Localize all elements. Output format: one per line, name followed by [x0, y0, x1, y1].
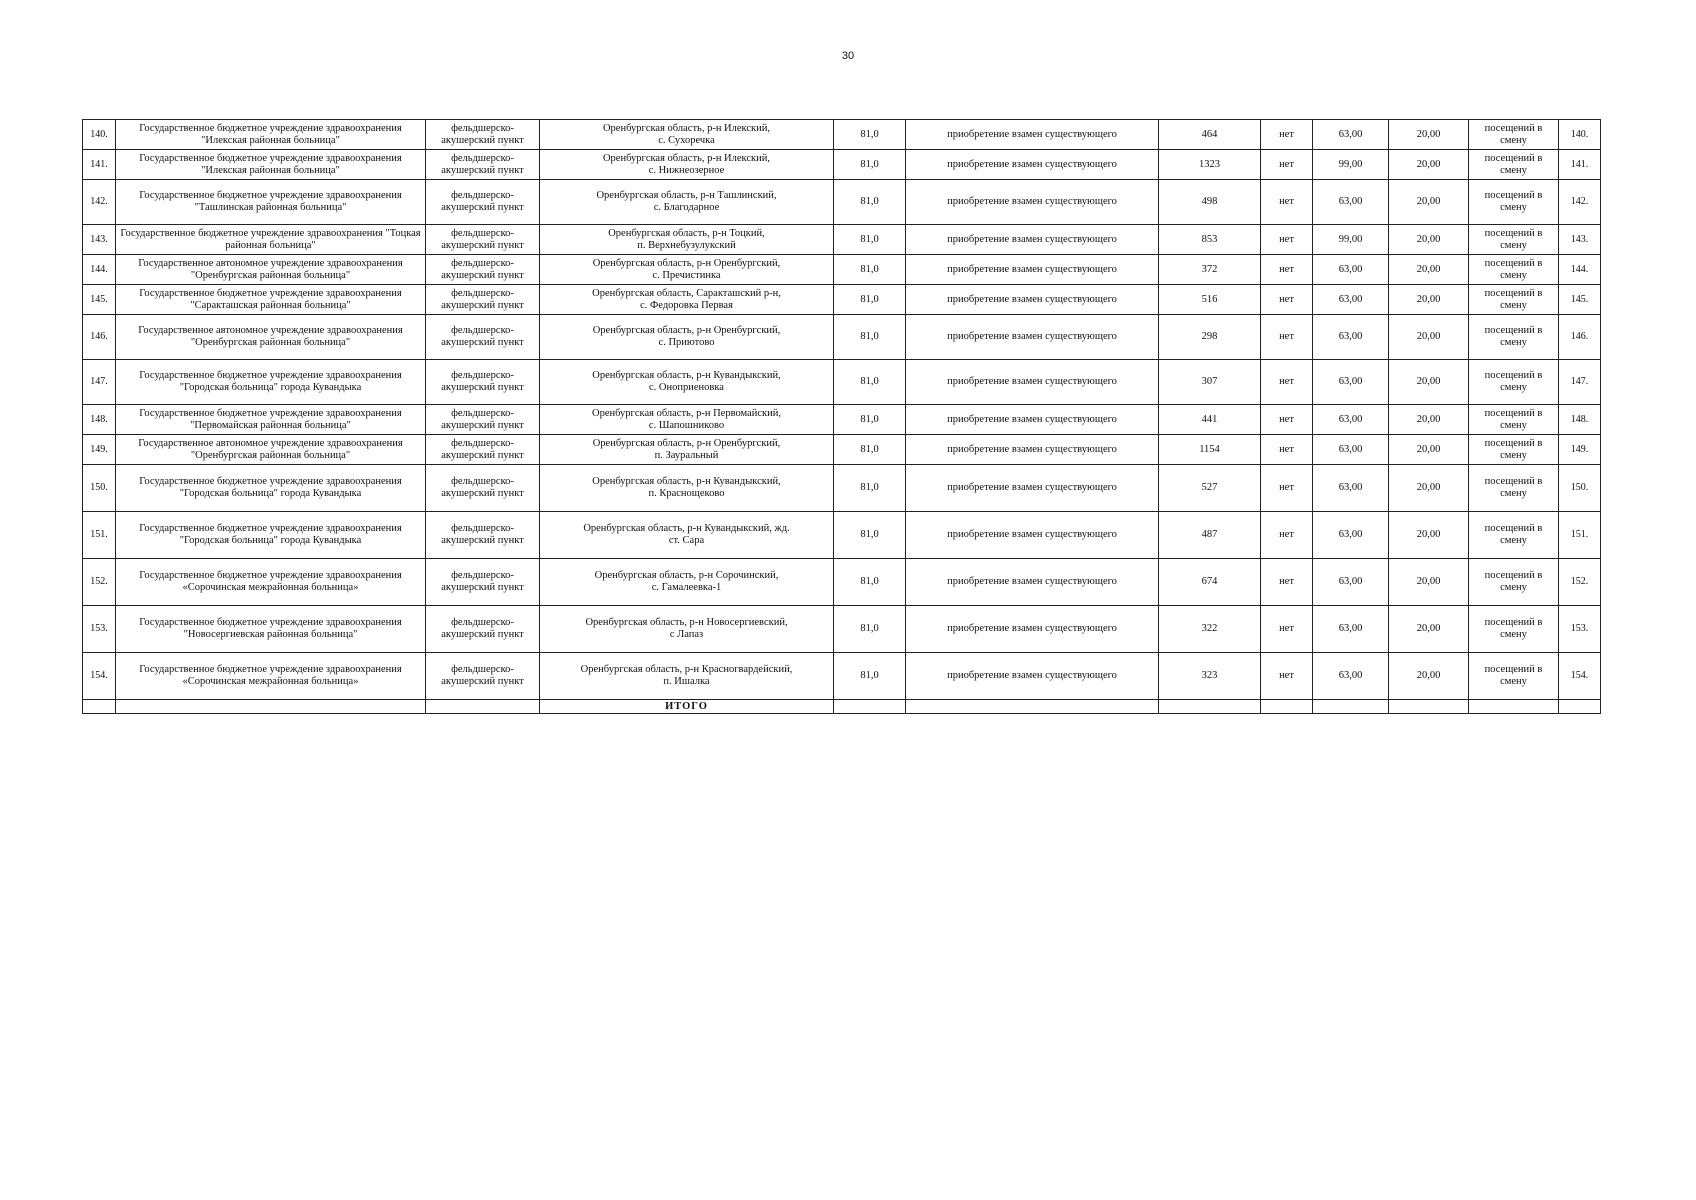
- capacity-unit: посещений в смену: [1469, 606, 1559, 653]
- population-value: 498: [1159, 180, 1261, 225]
- address-line-2: с. Пречистинка: [652, 269, 721, 281]
- organization-name: Государственное автономное учреждение здравоохранения "Оренбургская районная больница": [116, 255, 426, 285]
- facility-type: фельдшерско-акушерский пункт: [426, 180, 540, 225]
- action-type: приобретение взамен существующего: [906, 120, 1159, 150]
- address-line-2: ст. Сара: [668, 535, 705, 546]
- row-number: 150.: [83, 465, 116, 512]
- distance-value: 63,00: [1313, 120, 1389, 150]
- total-label: ИТОГО: [540, 700, 834, 714]
- address: [540, 465, 834, 512]
- distance-value: 63,00: [1313, 465, 1389, 512]
- table-row: [83, 360, 1601, 405]
- population-value: 323: [1159, 653, 1261, 700]
- population-value: 298: [1159, 315, 1261, 360]
- address: [540, 150, 834, 180]
- capacity-value: 20,00: [1389, 435, 1469, 465]
- capacity-value: 20,00: [1389, 606, 1469, 653]
- area-value: 81,0: [834, 360, 906, 405]
- organization-name: Государственное бюджетное учреждение здравоохранения "Илекская районная больница": [116, 150, 426, 180]
- row-number-right: 144.: [1559, 255, 1601, 285]
- address-line-2: с. Гамалеевка-1: [651, 582, 722, 593]
- address: [540, 315, 834, 360]
- flag-value: нет: [1261, 559, 1313, 606]
- action-type: приобретение взамен существующего: [906, 285, 1159, 315]
- area-value: 81,0: [834, 606, 906, 653]
- row-number: 154.: [83, 653, 116, 700]
- capacity-unit: посещений в смену: [1469, 653, 1559, 700]
- row-number-right: 147.: [1559, 360, 1601, 405]
- table-row: [83, 653, 1601, 700]
- registry-table: [82, 119, 1601, 714]
- capacity-value: 20,00: [1389, 559, 1469, 606]
- action-type: приобретение взамен существующего: [906, 465, 1159, 512]
- flag-value: нет: [1261, 315, 1313, 360]
- address-line-1: Оренбургская область, р-н Оренбургский,: [592, 257, 781, 269]
- address: [540, 405, 834, 435]
- area-value: 81,0: [834, 255, 906, 285]
- area-value: 81,0: [834, 150, 906, 180]
- row-number-right: 154.: [1559, 653, 1601, 700]
- distance-value: 99,00: [1313, 225, 1389, 255]
- population-value: 372: [1159, 255, 1261, 285]
- address-line-2: п. Ишалка: [663, 676, 710, 687]
- population-value: 487: [1159, 512, 1261, 559]
- address: [540, 180, 834, 225]
- flag-value: нет: [1261, 225, 1313, 255]
- population-value: 516: [1159, 285, 1261, 315]
- area-value: 81,0: [834, 285, 906, 315]
- distance-value: 63,00: [1313, 405, 1389, 435]
- capacity-unit: посещений в смену: [1469, 405, 1559, 435]
- row-number-right: 146.: [1559, 315, 1601, 360]
- distance-value: 99,00: [1313, 150, 1389, 180]
- address: [540, 606, 834, 653]
- address-line-2: п. Краснощеково: [648, 488, 725, 499]
- capacity-value: 20,00: [1389, 405, 1469, 435]
- capacity-value: 20,00: [1389, 512, 1469, 559]
- organization-name: Государственное бюджетное учреждение здравоохранения "Новосергиевская районная больница": [116, 606, 426, 653]
- address-line-1: Оренбургская область, р-н Ташлинский,: [596, 190, 777, 201]
- population-value: 674: [1159, 559, 1261, 606]
- row-number: 144.: [83, 255, 116, 285]
- capacity-unit: посещений в смену: [1469, 512, 1559, 559]
- row-number: 153.: [83, 606, 116, 653]
- organization-name: Государственное бюджетное учреждение здравоохранения "Городская больница" города Кувандыка: [116, 465, 426, 512]
- facility-type: фельдшерско-акушерский пункт: [426, 225, 540, 255]
- row-number: 152.: [83, 559, 116, 606]
- table-row: [83, 405, 1601, 435]
- area-value: 81,0: [834, 120, 906, 150]
- organization-name: Государственное бюджетное учреждение здравоохранения «Сорочинская межрайонная больница»: [116, 653, 426, 700]
- capacity-unit: посещений в смену: [1469, 465, 1559, 512]
- capacity-value: 20,00: [1389, 285, 1469, 315]
- row-number-right: 148.: [1559, 405, 1601, 435]
- capacity-value: 20,00: [1389, 180, 1469, 225]
- address-line-2: с. Федоровка Первая: [640, 299, 733, 311]
- address-line-1: Оренбургская область, р-н Тоцкий,: [608, 227, 765, 239]
- capacity-unit: посещений в смену: [1469, 315, 1559, 360]
- area-value: 81,0: [834, 465, 906, 512]
- row-number-right: 143.: [1559, 225, 1601, 255]
- row-number: 149.: [83, 435, 116, 465]
- row-number: 141.: [83, 150, 116, 180]
- row-number-right: 145.: [1559, 285, 1601, 315]
- address: [540, 653, 834, 700]
- flag-value: нет: [1261, 512, 1313, 559]
- address-line-1: Оренбургская область, р-н Красногвардейский,: [580, 664, 793, 675]
- capacity-value: 20,00: [1389, 120, 1469, 150]
- address-line-2: с. Оноприеновка: [649, 382, 724, 393]
- address-line-1: Оренбургская область, р-н Оренбургский,: [592, 437, 781, 449]
- capacity-value: 20,00: [1389, 315, 1469, 360]
- table-row: [83, 465, 1601, 512]
- table-row: [83, 512, 1601, 559]
- row-number-right: 150.: [1559, 465, 1601, 512]
- facility-type: фельдшерско-акушерский пункт: [426, 606, 540, 653]
- table-body: [83, 120, 1601, 700]
- address-line-2: с. Приютово: [658, 337, 715, 348]
- address: [540, 559, 834, 606]
- population-value: 853: [1159, 225, 1261, 255]
- capacity-value: 20,00: [1389, 653, 1469, 700]
- address-line-1: Оренбургская область, р-н Новосергиевский,: [585, 617, 788, 628]
- address: [540, 512, 834, 559]
- address-line-1: Оренбургская область, р-н Оренбургский,: [592, 325, 781, 336]
- row-number-right: 151.: [1559, 512, 1601, 559]
- distance-value: 63,00: [1313, 606, 1389, 653]
- address-line-2: с. Сухоречка: [658, 134, 715, 146]
- facility-type: фельдшерско-акушерский пункт: [426, 255, 540, 285]
- row-number: 142.: [83, 180, 116, 225]
- row-number: 151.: [83, 512, 116, 559]
- distance-value: 63,00: [1313, 315, 1389, 360]
- area-value: 81,0: [834, 225, 906, 255]
- capacity-unit: посещений в смену: [1469, 435, 1559, 465]
- population-value: 1154: [1159, 435, 1261, 465]
- action-type: приобретение взамен существующего: [906, 360, 1159, 405]
- capacity-unit: посещений в смену: [1469, 360, 1559, 405]
- table-row: [83, 606, 1601, 653]
- table-row: [83, 559, 1601, 606]
- organization-name: Государственное бюджетное учреждение здравоохранения "Первомайская районная больница": [116, 405, 426, 435]
- action-type: приобретение взамен существующего: [906, 606, 1159, 653]
- address-line-2: с. Шапошниково: [648, 419, 725, 431]
- action-type: приобретение взамен существующего: [906, 225, 1159, 255]
- capacity-unit: посещений в смену: [1469, 225, 1559, 255]
- flag-value: нет: [1261, 606, 1313, 653]
- population-value: 1323: [1159, 150, 1261, 180]
- organization-name: Государственное автономное учреждение здравоохранения "Оренбургская районная больница": [116, 315, 426, 360]
- row-number: 143.: [83, 225, 116, 255]
- capacity-unit: посещений в смену: [1469, 285, 1559, 315]
- action-type: приобретение взамен существующего: [906, 150, 1159, 180]
- address: [540, 360, 834, 405]
- flag-value: нет: [1261, 255, 1313, 285]
- organization-name: Государственное бюджетное учреждение здравоохранения "Илекская районная больница": [116, 120, 426, 150]
- facility-type: фельдшерско-акушерский пункт: [426, 150, 540, 180]
- row-number-right: 141.: [1559, 150, 1601, 180]
- area-value: 81,0: [834, 435, 906, 465]
- distance-value: 63,00: [1313, 512, 1389, 559]
- organization-name: Государственное бюджетное учреждение здравоохранения "Ташлинская районная больница": [116, 180, 426, 225]
- flag-value: нет: [1261, 653, 1313, 700]
- action-type: приобретение взамен существующего: [906, 180, 1159, 225]
- organization-name: Государственное бюджетное учреждение здравоохранения "Городская больница" города Кувандыка: [116, 360, 426, 405]
- capacity-unit: посещений в смену: [1469, 559, 1559, 606]
- organization-name: Государственное бюджетное учреждение здравоохранения "Городская больница" города Кувандыка: [116, 512, 426, 559]
- distance-value: 63,00: [1313, 180, 1389, 225]
- facility-type: фельдшерско-акушерский пункт: [426, 315, 540, 360]
- flag-value: нет: [1261, 180, 1313, 225]
- action-type: приобретение взамен существующего: [906, 315, 1159, 360]
- area-value: 81,0: [834, 315, 906, 360]
- population-value: 307: [1159, 360, 1261, 405]
- capacity-value: 20,00: [1389, 225, 1469, 255]
- flag-value: нет: [1261, 150, 1313, 180]
- organization-name: Государственное бюджетное учреждение здравоохранения «Сорочинская межрайонная больница»: [116, 559, 426, 606]
- address-line-1: Оренбургская область, р-н Илекский,: [602, 122, 771, 134]
- population-value: 527: [1159, 465, 1261, 512]
- address-line-1: Оренбургская область, р-н Кувандыкский,: [592, 370, 781, 381]
- row-number: 145.: [83, 285, 116, 315]
- address: [540, 285, 834, 315]
- area-value: 81,0: [834, 180, 906, 225]
- area-value: 81,0: [834, 559, 906, 606]
- organization-name: Государственное бюджетное учреждение здравоохранения "Саракташская районная больница": [116, 285, 426, 315]
- action-type: приобретение взамен существующего: [906, 405, 1159, 435]
- capacity-value: 20,00: [1389, 465, 1469, 512]
- flag-value: нет: [1261, 405, 1313, 435]
- row-number: 148.: [83, 405, 116, 435]
- population-value: 441: [1159, 405, 1261, 435]
- table-row: [83, 285, 1601, 315]
- organization-name: Государственное бюджетное учреждение здравоохранения "Тоцкая районная больница": [116, 225, 426, 255]
- action-type: приобретение взамен существующего: [906, 512, 1159, 559]
- table-row: [83, 315, 1601, 360]
- table-row: [83, 120, 1601, 150]
- capacity-unit: посещений в смену: [1469, 120, 1559, 150]
- row-number-right: 149.: [1559, 435, 1601, 465]
- action-type: приобретение взамен существующего: [906, 653, 1159, 700]
- address-line-2: с. Благодарное: [653, 202, 720, 213]
- flag-value: нет: [1261, 285, 1313, 315]
- distance-value: 63,00: [1313, 559, 1389, 606]
- distance-value: 63,00: [1313, 285, 1389, 315]
- population-value: 464: [1159, 120, 1261, 150]
- distance-value: 63,00: [1313, 360, 1389, 405]
- address-line-1: Оренбургская область, р-н Кувандыкский,: [592, 476, 781, 487]
- address-line-1: Оренбургская область, р-н Кувандыкский, жд.: [583, 523, 790, 534]
- table-row: [83, 150, 1601, 180]
- action-type: приобретение взамен существующего: [906, 435, 1159, 465]
- distance-value: 63,00: [1313, 255, 1389, 285]
- capacity-unit: посещений в смену: [1469, 255, 1559, 285]
- area-value: 81,0: [834, 512, 906, 559]
- row-number: 146.: [83, 315, 116, 360]
- address-line-2: с Лапаз: [669, 629, 704, 640]
- capacity-value: 20,00: [1389, 255, 1469, 285]
- facility-type: фельдшерско-акушерский пункт: [426, 285, 540, 315]
- flag-value: нет: [1261, 120, 1313, 150]
- address-line-1: Оренбургская область, р-н Сорочинский,: [594, 570, 779, 581]
- organization-name: Государственное автономное учреждение здравоохранения "Оренбургская районная больница": [116, 435, 426, 465]
- facility-type: фельдшерско-акушерский пункт: [426, 360, 540, 405]
- row-number-right: 142.: [1559, 180, 1601, 225]
- distance-value: 63,00: [1313, 653, 1389, 700]
- facility-type: фельдшерско-акушерский пункт: [426, 653, 540, 700]
- table-row: [83, 180, 1601, 225]
- capacity-value: 20,00: [1389, 360, 1469, 405]
- table-row: [83, 435, 1601, 465]
- address: [540, 435, 834, 465]
- area-value: 81,0: [834, 653, 906, 700]
- facility-type: фельдшерско-акушерский пункт: [426, 559, 540, 606]
- flag-value: нет: [1261, 360, 1313, 405]
- area-value: 81,0: [834, 405, 906, 435]
- action-type: приобретение взамен существующего: [906, 255, 1159, 285]
- address-line-1: Оренбургская область, Саракташский р-н,: [592, 287, 781, 299]
- capacity-value: 20,00: [1389, 150, 1469, 180]
- address: [540, 120, 834, 150]
- facility-type: фельдшерско-акушерский пункт: [426, 512, 540, 559]
- population-value: 322: [1159, 606, 1261, 653]
- row-number-right: 140.: [1559, 120, 1601, 150]
- facility-type: фельдшерско-акушерский пункт: [426, 405, 540, 435]
- table-row: [83, 225, 1601, 255]
- row-number-right: 152.: [1559, 559, 1601, 606]
- facility-type: фельдшерско-акушерский пункт: [426, 435, 540, 465]
- capacity-unit: посещений в смену: [1469, 180, 1559, 225]
- facility-type: фельдшерско-акушерский пункт: [426, 465, 540, 512]
- row-number: 147.: [83, 360, 116, 405]
- flag-value: нет: [1261, 465, 1313, 512]
- action-type: приобретение взамен существующего: [906, 559, 1159, 606]
- address-line-1: Оренбургская область, р-н Илекский,: [602, 152, 771, 164]
- flag-value: нет: [1261, 435, 1313, 465]
- table-row: [83, 255, 1601, 285]
- facility-type: фельдшерско-акушерский пункт: [426, 120, 540, 150]
- row-number: 140.: [83, 120, 116, 150]
- total-row: [83, 700, 1601, 714]
- address: [540, 255, 834, 285]
- address: [540, 225, 834, 255]
- address-line-2: п. Верхнебузулукский: [637, 239, 736, 251]
- page-number: 30: [841, 50, 855, 62]
- distance-value: 63,00: [1313, 435, 1389, 465]
- address-line-2: с. Нижнеозерное: [648, 164, 725, 176]
- address-line-1: Оренбургская область, р-н Первомайский,: [592, 407, 781, 419]
- row-number-right: 153.: [1559, 606, 1601, 653]
- capacity-unit: посещений в смену: [1469, 150, 1559, 180]
- address-line-2: п. Зауральный: [654, 449, 719, 461]
